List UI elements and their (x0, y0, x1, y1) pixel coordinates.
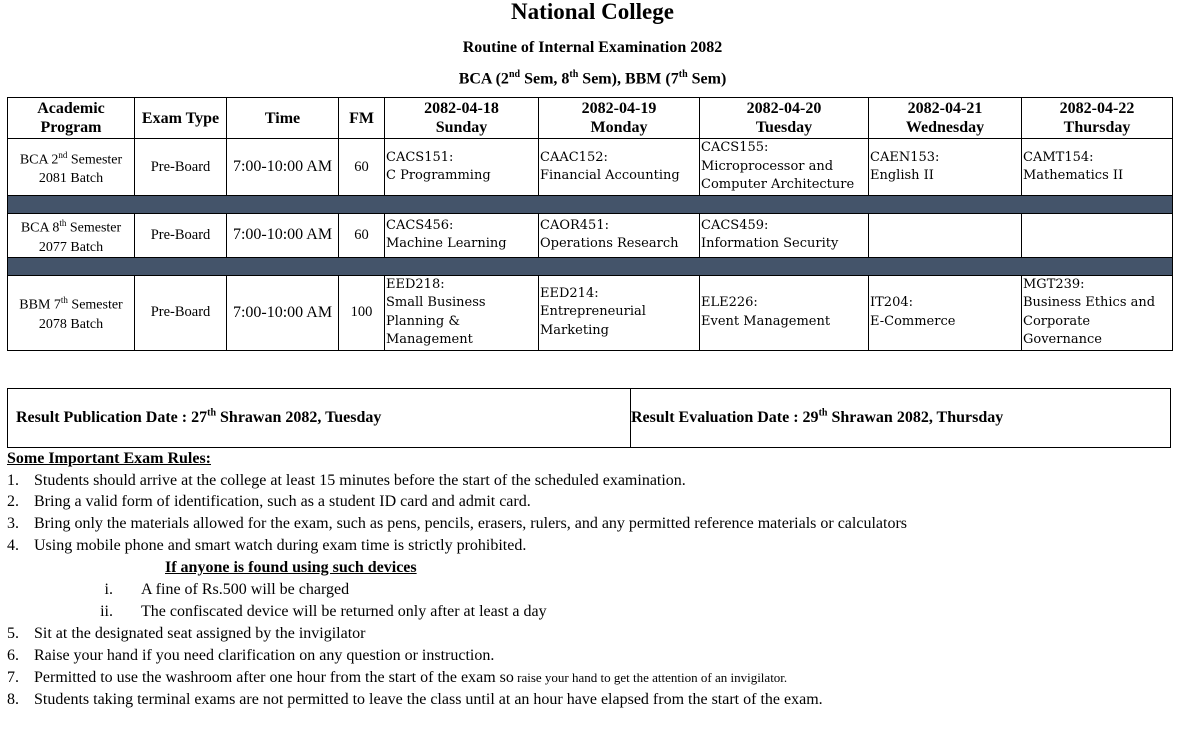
subject-cell: CAAC152: Financial Accounting (539, 139, 700, 196)
result-dates-box (7, 388, 1171, 448)
rule-item: 2. Bring a valid form of identification, such as a student ID card and admit card. (7, 493, 531, 510)
table-row (8, 275, 1173, 350)
exam-routine-table (7, 97, 1173, 351)
devices-heading: If anyone is found using such devices (165, 559, 417, 576)
table-header-row (8, 98, 1173, 139)
header-day: 2082-04-22 Thursday (1022, 98, 1173, 139)
header-time: Time (227, 98, 339, 139)
subject-cell: CACS459: Information Security (700, 214, 869, 258)
program-cell: BCA 2nd Semester 2081 Batch (8, 139, 135, 196)
result-publication-date: Result Publication Date : 27th Shrawan 2082, Tuesday (8, 389, 631, 447)
time-cell: 7:00-10:00 AM (227, 139, 339, 196)
rule-item: 5. Sit at the designated seat assigned by the invigilator (7, 625, 366, 642)
subject-cell: CACS151: C Programming (385, 139, 539, 196)
device-rule-item: i. A fine of Rs.500 will be charged (104, 581, 350, 598)
time-cell: 7:00-10:00 AM (227, 275, 339, 350)
header-day: 2082-04-18 Sunday (385, 98, 539, 139)
rule-item: 6. Raise your hand if you need clarification on any question or instruction. (7, 647, 495, 664)
program-cell: BCA 8th Semester 2077 Batch (8, 214, 135, 258)
subject-cell: ELE226: Event Management (700, 275, 869, 350)
empty-cell (1022, 214, 1173, 258)
exam-type-cell: Pre-Board (135, 214, 227, 258)
rule-item: 3. Bring only the materials allowed for the exam, such as pens, pencils, erasers, rulers, and any permitted reference materials or calculators (7, 515, 907, 532)
header-day: 2082-04-20 Tuesday (700, 98, 869, 139)
header-day: 2082-04-19 Monday (539, 98, 700, 139)
header-day: 2082-04-21 Wednesday (869, 98, 1022, 139)
subject-cell: CACS155: Microprocessor and Computer Architecture (700, 139, 869, 196)
table-row (8, 139, 1173, 196)
separator-row (8, 196, 1173, 214)
program-cell: BBM 7th Semester 2078 Batch (8, 275, 135, 350)
time-cell: 7:00-10:00 AM (227, 214, 339, 258)
subject-cell: EED218: Small Business Planning & Management (385, 275, 539, 350)
subject-cell: IT204: E-Commerce (869, 275, 1022, 350)
exam-type-cell: Pre-Board (135, 139, 227, 196)
subject-cell: EED214: Entrepreneurial Marketing (539, 275, 700, 350)
device-rule-item: ii. The confiscated device will be returned only after at least a day (100, 603, 547, 620)
college-name: National College (511, 0, 674, 24)
rule-item: 8. Students taking terminal exams are not permitted to leave the class until at an hour have elapsed from the start of the exam. (7, 691, 823, 708)
exam-type-cell: Pre-Board (135, 275, 227, 350)
fm-cell: 60 (339, 139, 385, 196)
rule-item: 7. Permitted to use the washroom after one hour from the start of the exam so raise your hand to get the attention of an invigilator. (7, 669, 788, 686)
subject-cell: CACS456: Machine Learning (385, 214, 539, 258)
rule-item: 4. Using mobile phone and smart watch during exam time is strictly prohibited. (7, 537, 527, 554)
empty-cell (869, 214, 1022, 258)
subject-cell: CAMT154: Mathematics II (1022, 139, 1173, 196)
header-program: Academic Program (8, 98, 135, 139)
separator-row (8, 257, 1173, 275)
programs-line: BCA (2nd Sem, 8th Sem), BBM (7th Sem) (458, 69, 727, 88)
table-row (8, 214, 1173, 258)
subject-cell: CAOR451: Operations Research (539, 214, 700, 258)
rules-heading: Some Important Exam Rules: (7, 450, 211, 467)
fm-cell: 100 (339, 275, 385, 350)
header-exam-type: Exam Type (135, 98, 227, 139)
rule-item: 1. Students should arrive at the college at least 15 minutes before the start of the scheduled examination. (7, 472, 686, 489)
subject-cell: MGT239: Business Ethics and Corporate Governance (1022, 275, 1173, 350)
subject-cell: CAEN153: English II (869, 139, 1022, 196)
routine-title: Routine of Internal Examination 2082 (462, 39, 723, 56)
result-evaluation-date: Result Evaluation Date : 29th Shrawan 2082, Thursday (631, 407, 1004, 426)
header-fm: FM (339, 98, 385, 139)
fm-cell: 60 (339, 214, 385, 258)
